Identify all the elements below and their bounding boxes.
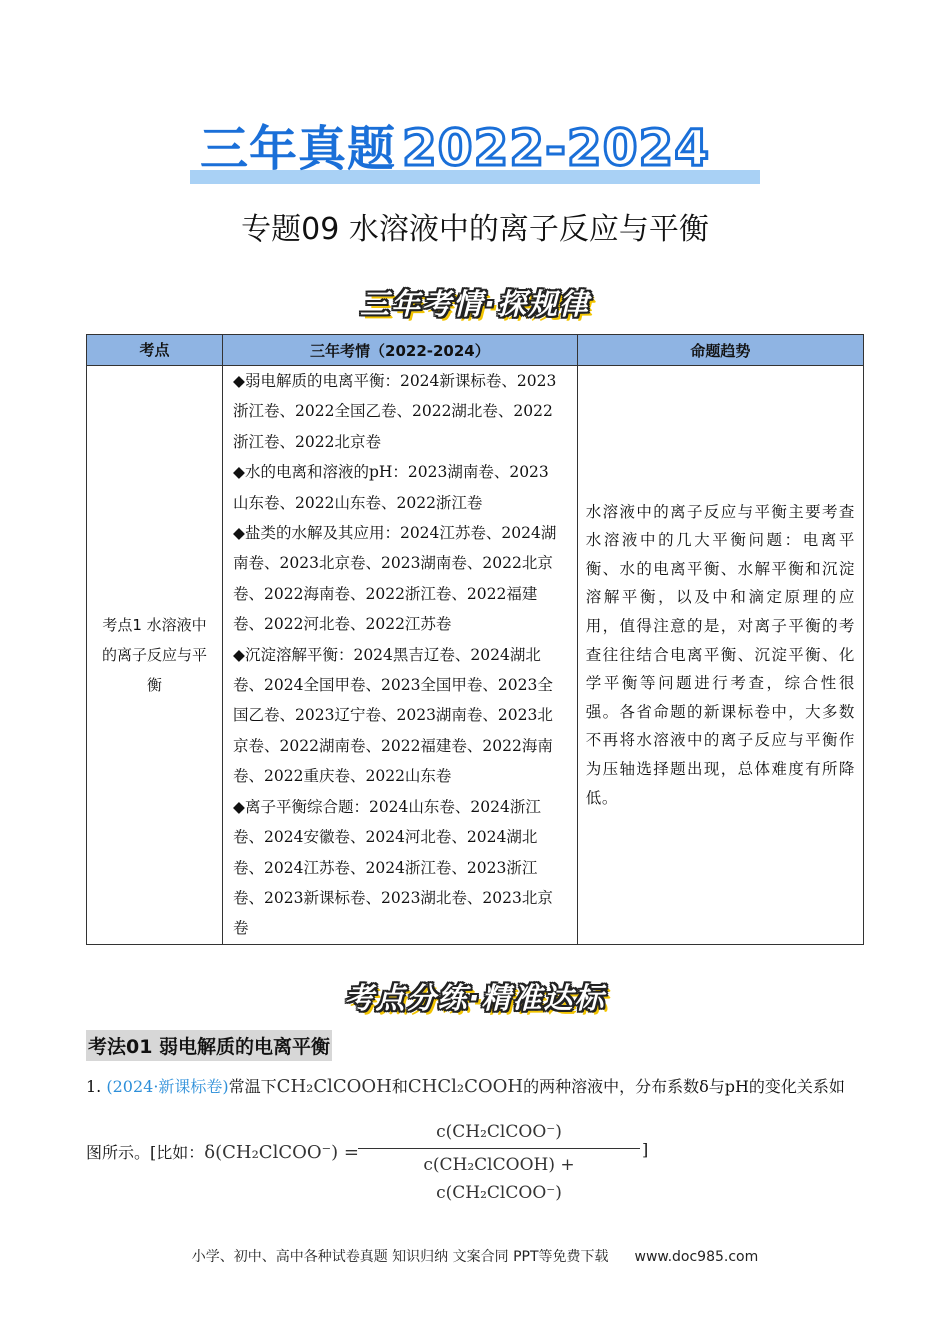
exam-line: 京卷、2022湖南卷、2022福建卷、2022海南 bbox=[233, 736, 553, 755]
exam-line: 山东卷、2022山东卷、2022浙江卷 bbox=[233, 493, 483, 512]
question-source: (2024·新课标卷) bbox=[106, 1077, 229, 1096]
table-row bbox=[87, 366, 864, 945]
trend-text: 水溶液中的离子反应与平衡主要考查水溶液中的几大平衡问题：电离平衡、水的电离平衡、水解平衡和沉淀溶解平衡，以及中和滴定原理的应用，值得注意的是，对离子平衡的考查往往结合电离平衡、沉淀平衡、化学平衡等问题进行考查，综合性很强。各省命题的新课标卷中，大多数不再将水溶液中的离子反应与平衡作为压轴选择题出现，总体难度有所降低。 bbox=[585, 502, 855, 807]
formula-lhs: δ(CH₂ClCOO⁻) = bbox=[204, 1142, 359, 1163]
header-banner bbox=[190, 118, 760, 184]
exam-line: 卷、2022河北卷、2022江苏卷 bbox=[233, 615, 452, 634]
exam-line: 卷、2024安徽卷、2024河北卷、2024湖北 bbox=[233, 828, 538, 847]
topic-cell: 考点1 水溶液中的离子反应与平衡 bbox=[87, 366, 223, 945]
banner-years: 2022-2024 bbox=[402, 119, 711, 177]
formula-close: ] bbox=[642, 1140, 649, 1159]
chem-formula-1: CH₂ClCOOH bbox=[276, 1076, 392, 1097]
question-text-d: 图所示。[比如： bbox=[86, 1143, 205, 1162]
exam-line: 国乙卷、2023辽宁卷、2023湖南卷、2023北 bbox=[233, 706, 553, 725]
trend-cell bbox=[577, 366, 863, 945]
fraction-denominator: c(CH₂ClCOOH) + c(CH₂ClCOO⁻) bbox=[423, 1155, 575, 1203]
table-header-row bbox=[87, 335, 864, 366]
page-footer bbox=[0, 1246, 950, 1266]
fraction-formula bbox=[358, 1118, 640, 1203]
banner-text bbox=[200, 118, 710, 178]
exam-list bbox=[223, 366, 577, 944]
fraction-bar bbox=[358, 1148, 640, 1149]
banner-title: 三年真题 bbox=[200, 121, 397, 177]
question-text-c: 的两种溶液中，分布系数δ与pH的变化关系如 bbox=[523, 1077, 845, 1096]
exam-line: 卷、2024全国甲卷、2023全国甲卷、2023全 bbox=[233, 676, 553, 695]
footer-link[interactable]: www.doc985.com bbox=[634, 1249, 759, 1265]
chem-formula-2: CHCl₂COOH bbox=[407, 1076, 524, 1097]
exam-cell bbox=[223, 366, 578, 945]
footer-text: 小学、初中、高中各种试卷真题 知识归纳 文案合同 PPT等免费下载 bbox=[191, 1249, 609, 1265]
exam-line: ◆盐类的水解及其应用：2024江苏卷、2024湖 bbox=[233, 524, 557, 543]
method-heading: 考法01 弱电解质的电离平衡 bbox=[86, 1030, 332, 1061]
exam-line: 卷、2022海南卷、2022浙江卷、2022福建 bbox=[233, 584, 538, 603]
fraction-numerator: c(CH₂ClCOO⁻) bbox=[436, 1122, 562, 1142]
exam-line: ◆离子平衡综合题：2024山东卷、2024浙江 bbox=[233, 797, 541, 816]
header-trend: 命题趋势 bbox=[577, 335, 863, 366]
exam-line: ◆弱电解质的电离平衡：2024新课标卷、2023 bbox=[233, 372, 557, 390]
exam-line: 浙江卷、2022北京卷 bbox=[233, 432, 381, 451]
exam-line: 南卷、2023北京卷、2023湖南卷、2022北京 bbox=[233, 554, 553, 573]
question-1 bbox=[86, 1074, 866, 1100]
exam-trend-table bbox=[86, 334, 864, 945]
header-exams: 三年考情（2022-2024） bbox=[223, 335, 578, 366]
page-title: 专题09 水溶液中的离子反应与平衡 bbox=[241, 212, 709, 247]
exam-line: ◆沉淀溶解平衡：2024黑吉辽卷、2024湖北 bbox=[233, 645, 541, 664]
section-heading-practice: 考点分练·精准达标 bbox=[344, 981, 606, 1015]
question-text-b: 和 bbox=[391, 1077, 408, 1096]
exam-line: 卷、2023新课标卷、2023湖北卷、2023北京 bbox=[233, 888, 553, 907]
header-topic: 考点 bbox=[87, 335, 223, 366]
question-number: 1. bbox=[86, 1077, 102, 1096]
exam-line: 浙江卷、2022全国乙卷、2022湖北卷、2022 bbox=[233, 402, 553, 421]
exam-line: 卷 bbox=[233, 919, 249, 938]
question-text-a: 常温下 bbox=[228, 1077, 277, 1096]
exam-line: ◆水的电离和溶液的pH：2023湖南卷、2023 bbox=[233, 463, 549, 482]
section-heading-trends: 三年考情·探规律 bbox=[359, 287, 591, 321]
exam-line: 卷、2024江苏卷、2024浙江卷、2023浙江 bbox=[233, 858, 538, 877]
exam-line: 卷、2022重庆卷、2022山东卷 bbox=[233, 767, 452, 786]
